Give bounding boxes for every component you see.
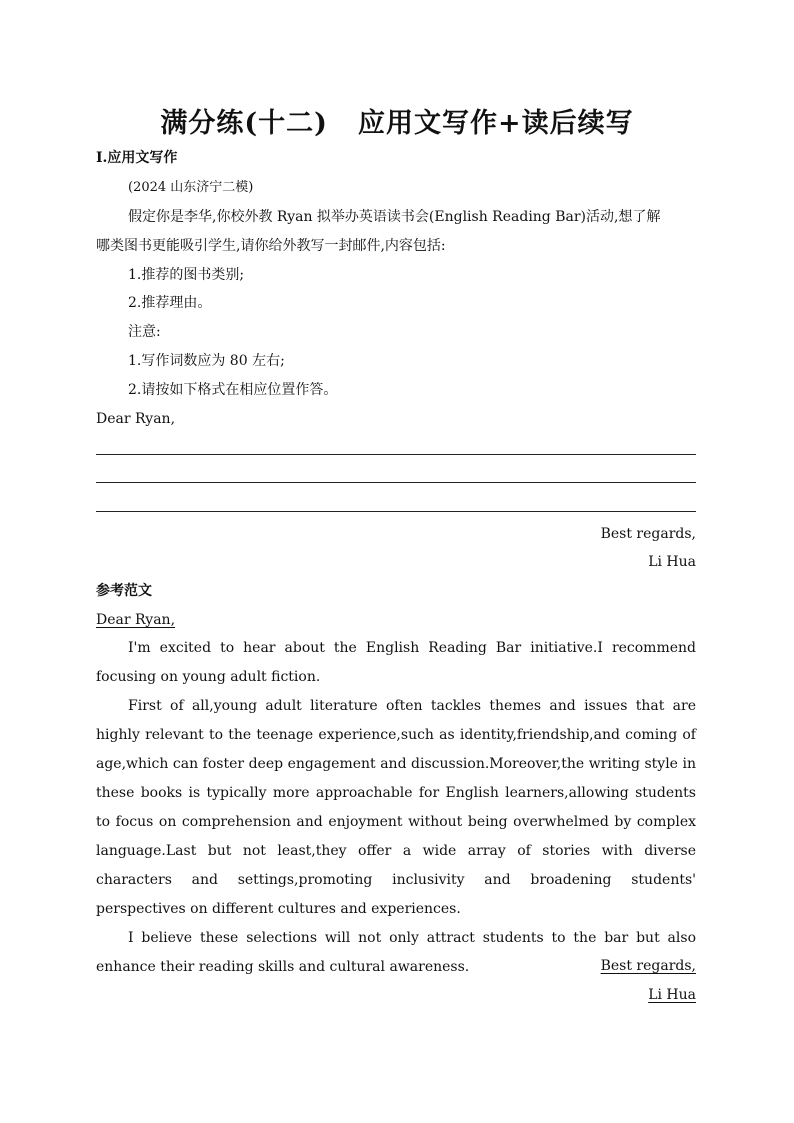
note-item-2: 2.请按如下格式在相应位置作答。 [128, 382, 338, 398]
sample-paragraph-1: I'm excited to hear about the English Reading Bar initiative.I recommend focusing on young adult fiction. [96, 640, 696, 685]
sample-closing: Best regards, [600, 958, 696, 974]
note-item-1: 1.写作词数应为 80 左右; [128, 353, 285, 369]
note-label: 注意: [128, 324, 161, 340]
answer-line-1 [96, 454, 696, 455]
sample-heading: 参考范文 [96, 583, 152, 599]
section-heading: Ⅰ.应用文写作 [96, 150, 178, 166]
page-title [0, 101, 794, 140]
letter-closing: Best regards, [600, 526, 696, 542]
letter-signature: Li Hua [648, 554, 696, 570]
prompt-line-2: 哪类图书更能吸引学生,请你给外教写一封邮件,内容包括: [96, 238, 446, 254]
answer-line-2 [96, 482, 696, 483]
prompt-item-2: 2.推荐理由。 [128, 295, 212, 311]
source-note: (2024 山东济宁二模) [128, 180, 254, 195]
sample-greeting: Dear Ryan, [96, 612, 176, 628]
prompt-item-1: 1.推荐的图书类别; [128, 267, 245, 283]
sample-paragraph-2: First of all,young adult literature often tackles themes and issues that are highly relevant to the teenage experience,such as identity,friendship,and coming of age,which can foster deep engagement and discussion.Moreover,the writing style in these books is typically more approachable for English learners,allowing students to focus on comprehension and enjoyment without being overwhelmed by complex language.Last but not least,they offer a wide array of stories with diverse characters and settings,promoting inclusivity and broadening students' perspectives on different cultures and experiences. [96, 698, 696, 917]
answer-line-3 [96, 511, 696, 512]
prompt-line-1: 假定你是李华,你校外教 Ryan 拟举办英语读书会(English Reading Bar)活动,想了解 [128, 209, 661, 225]
letter-greeting: Dear Ryan, [96, 411, 176, 427]
sample-body [96, 634, 696, 982]
sample-signature: Li Hua [648, 987, 696, 1003]
title-right: 应用文写作+读后续写 [357, 108, 634, 139]
sample-paragraph-3: I believe these selections will not only attract students to the bar but also enhance their reading skills and cultural awareness. [96, 930, 696, 975]
title-left: 满分练(十二) [160, 108, 328, 139]
